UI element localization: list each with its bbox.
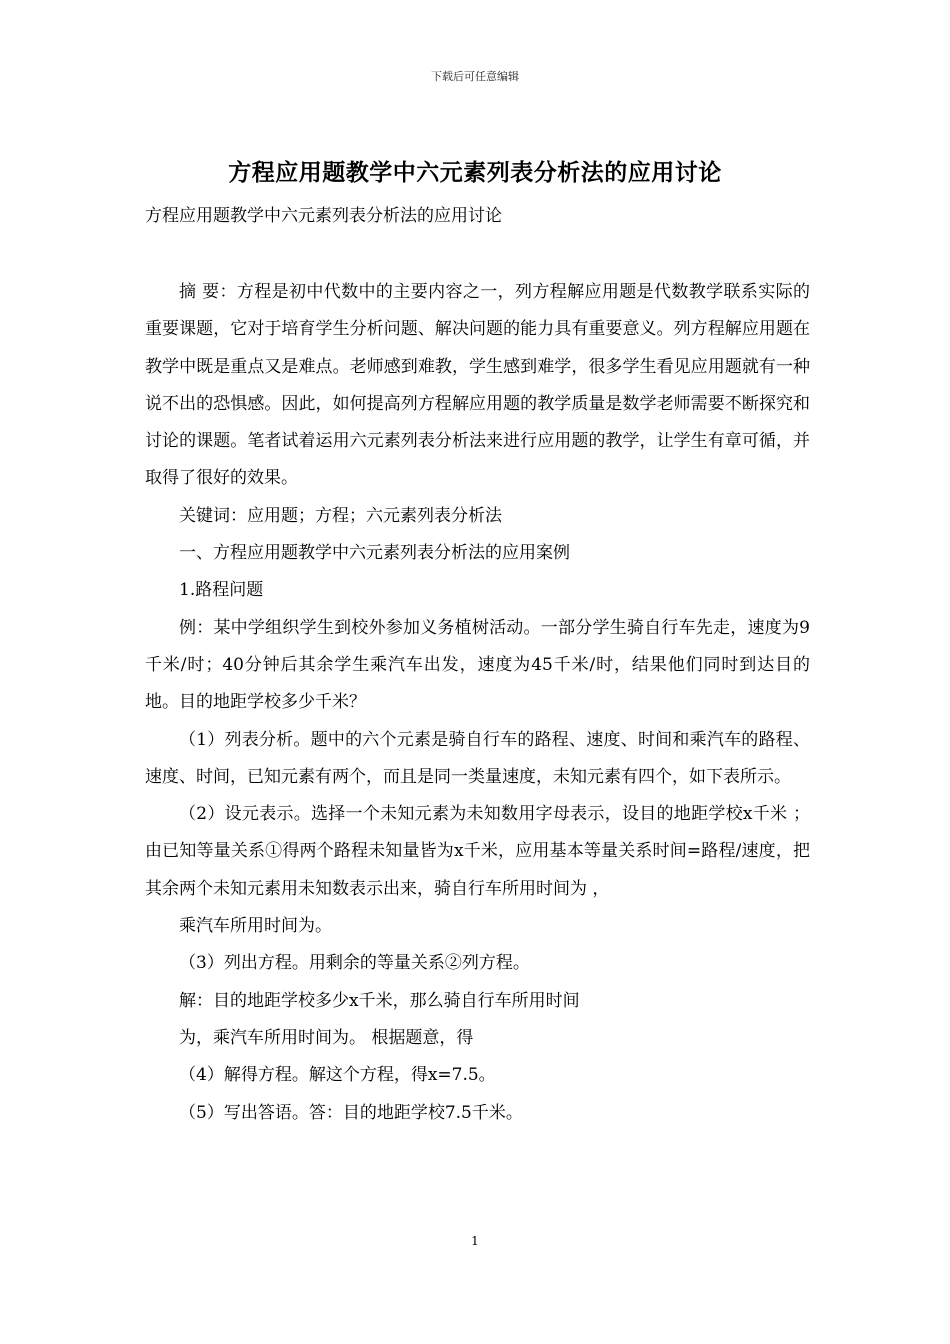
document-body xyxy=(145,274,810,1132)
page-number: 1 xyxy=(471,1234,479,1248)
step-1-paragraph: （1）列表分析。题中的六个元素是骑自行车的路程、速度、时间和乘汽车的路程、速度、时间，已知元素有两个，而且是同一类量速度，未知元素有四个，如下表所示。 xyxy=(145,729,810,787)
subsection-heading: 1.路程问题 xyxy=(179,580,264,601)
step-5-paragraph: （5）写出答语。答：目的地距学校7.5千米。 xyxy=(179,1102,523,1123)
step-4-paragraph: （4）解得方程。解这个方程，得x=7.5。 xyxy=(179,1065,496,1086)
document-title: 方程应用题教学中六元素列表分析法的应用讨论 xyxy=(228,159,722,186)
page-header-note: 下载后可任意编辑 xyxy=(431,70,519,83)
step-3-paragraph: （3）列出方程。用剩余的等量关系②列方程。 xyxy=(179,953,530,974)
section-heading: 一、方程应用题教学中六元素列表分析法的应用案例 xyxy=(179,543,570,564)
example-paragraph: 例：某中学组织学生到校外参加义务植树活动。一部分学生骑自行车先走，速度为9千米/时；40分钟后其余学生乘汽车出发，速度为45千米/时，结果他们同时到达目的地。目的地距学校多少千米？ xyxy=(145,617,810,713)
solution-continued-paragraph: 为，乘汽车所用时间为。 根据题意，得 xyxy=(179,1027,474,1048)
document-subtitle: 方程应用题教学中六元素列表分析法的应用讨论 xyxy=(145,206,502,226)
abstract-paragraph: 摘 要：方程是初中代数中的主要内容之一，列方程解应用题是代数教学联系实际的重要课题，它对于培育学生分析问题、解决问题的能力具有重要意义。列方程解应用题在教学中既是重点又是难点。老师感到难教，学生感到难学，很多学生看见应用题就有一种说不出的恐惧感。因此，如何提高列方程解应用题的教学质量是数学老师需要不断探究和讨论的课题。笔者试着运用六元素列表分析法来进行应用题的教学，让学生有章可循，并取得了很好的效果。 xyxy=(145,282,810,489)
keywords-paragraph: 关键词：应用题；方程；六元素列表分析法 xyxy=(179,505,502,526)
step-2-paragraph: （2）设元表示。选择一个未知元素为未知数用字母表示，设目的地距学校x千米 ；由已知等量关系①得两个路程未知量皆为x千米，应用基本等量关系时间=路程/速度，把其余两个未知元素用未知数表示出来，骑自行车所用时间为 ， xyxy=(145,804,810,899)
solution-paragraph: 解：目的地距学校多少x千米，那么骑自行车所用时间 xyxy=(179,990,580,1011)
step-2-continued-paragraph: 乘汽车所用时间为。 xyxy=(179,916,332,937)
